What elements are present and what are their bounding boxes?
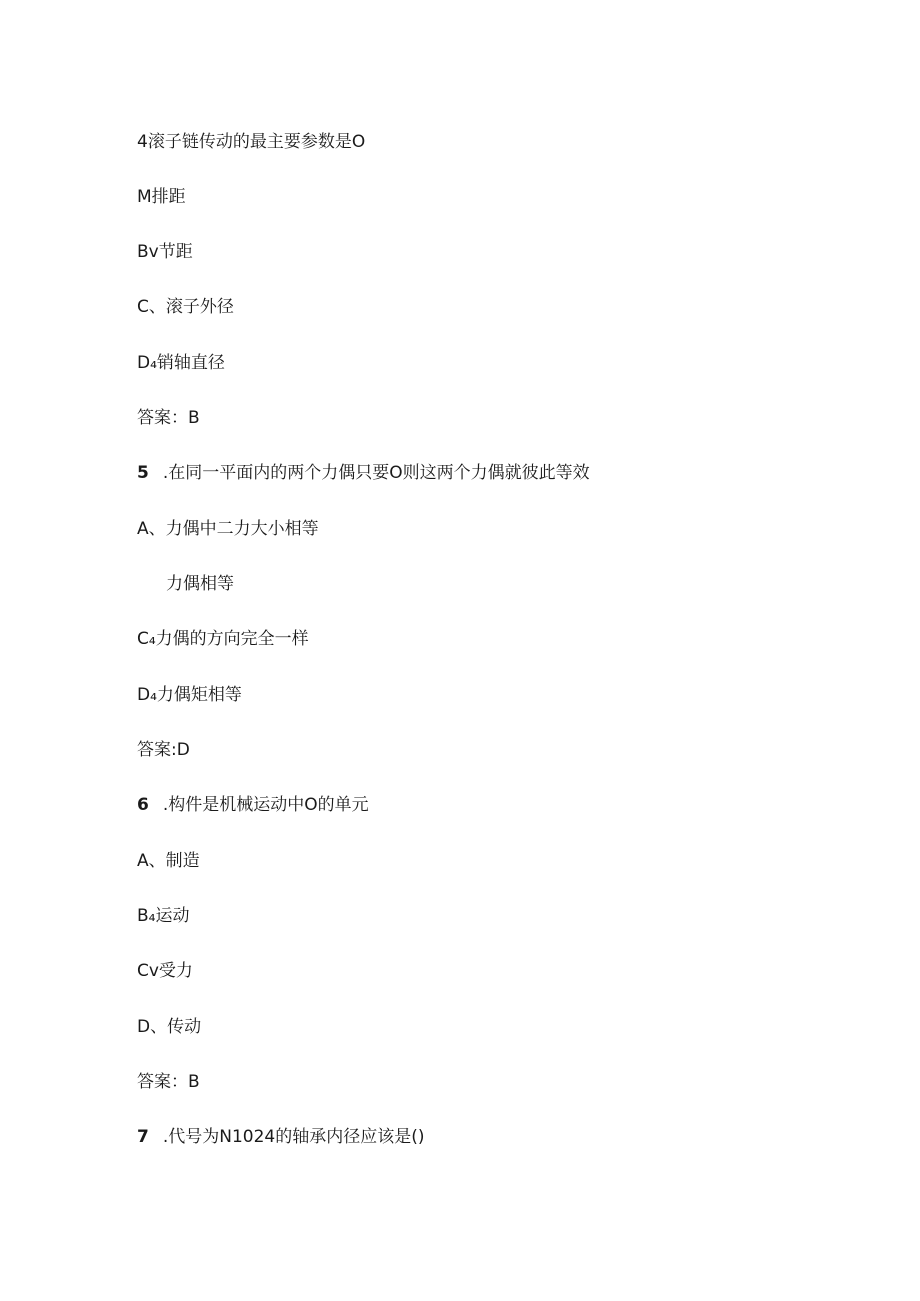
- q4-option-a: M排距: [137, 187, 186, 207]
- q6-option-d: D、传动: [137, 1017, 202, 1037]
- q5-option-c: C₄力偶的方向完全一样: [137, 629, 309, 649]
- q4-option-b: Bv节距: [137, 242, 193, 262]
- question-6-stem: [137, 794, 369, 816]
- q5-option-d: D₄力偶矩相等: [137, 685, 242, 705]
- question-5-number: 5: [137, 463, 149, 483]
- question-7-number: 7: [137, 1127, 149, 1147]
- q5-option-a: A、力偶中二力大小相等: [137, 519, 319, 539]
- question-7-stem: [137, 1126, 425, 1148]
- question-6-number: 6: [137, 795, 149, 815]
- question-7-text: .代号为N1024的轴承内径应该是(): [162, 1127, 425, 1147]
- q4-answer: 答案：B: [137, 408, 200, 428]
- q4-option-c: C、滚子外径: [137, 297, 234, 317]
- question-6-text: .构件是机械运动中O的单元: [162, 795, 369, 815]
- q5-option-b: 力偶相等: [166, 574, 234, 594]
- q6-answer: 答案：B: [137, 1072, 200, 1092]
- question-5-text: .在同一平面内的两个力偶只要O则这两个力偶就彼此等效: [162, 463, 590, 483]
- question-5-stem: [137, 462, 590, 484]
- q6-option-b: B₄运动: [137, 906, 190, 926]
- question-4-stem: 4滚子链传动的最主要参数是O: [137, 132, 366, 152]
- q6-option-a: A、制造: [137, 851, 200, 871]
- q4-option-d: D₄销轴直径: [137, 353, 225, 373]
- q5-answer: 答案:D: [137, 740, 190, 760]
- q6-option-c: Cv受力: [137, 961, 193, 981]
